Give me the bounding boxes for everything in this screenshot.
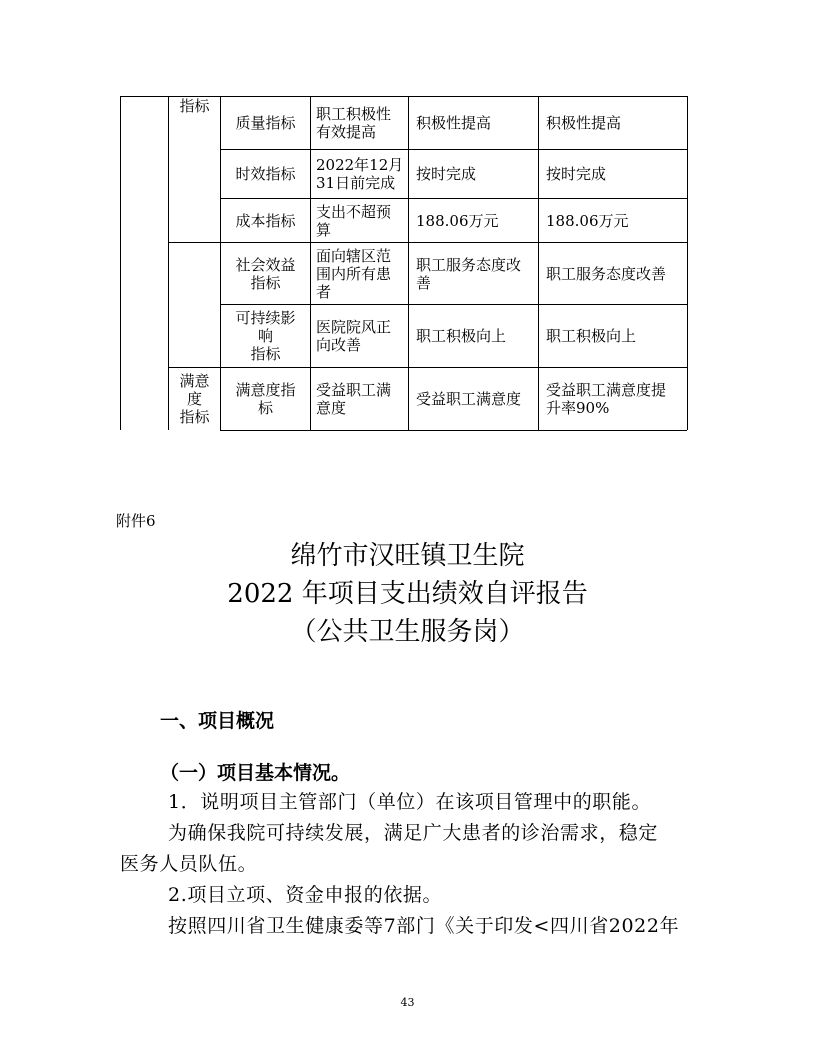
body-paragraph: 医务人员队伍。	[120, 853, 258, 875]
indicator-name: 成本指标	[235, 211, 296, 230]
col-border	[408, 96, 409, 430]
indicator-name: 满意度指 标	[235, 381, 296, 417]
body-paragraph: 为确保我院可持续发展，满足广大患者的诊治需求，稳定	[168, 822, 659, 844]
report-title-line-1: 绵竹市汉旺镇卫生院	[290, 541, 525, 571]
body-paragraph: 按照四川省卫生健康委等7部门《关于印发<四川省2022年	[168, 915, 680, 937]
indicator-content: 受益职工满 意度	[316, 381, 392, 417]
attachment-label: 附件6	[116, 512, 156, 530]
indicator-content: 职工积极性 有效提高	[316, 105, 392, 141]
indicator-name: 可持续影 响 指标	[235, 309, 296, 363]
col-border	[310, 96, 311, 430]
indicator-actual: 188.06万元	[546, 211, 629, 230]
indicator-target: 积极性提高	[416, 114, 492, 132]
col-border	[538, 96, 539, 430]
indicator-content: 2022年12月 31日前完成	[316, 156, 404, 192]
indicator-content: 面向辖区范 围内所有患 者	[316, 246, 392, 301]
indicator-name: 质量指标	[235, 114, 296, 132]
report-title-line-2: 2022 年项目支出绩效自评报告	[227, 579, 588, 609]
col-border	[687, 96, 688, 430]
indicator-actual: 职工服务态度改善	[546, 264, 667, 283]
indicator-target: 职工服务态度改 善	[416, 255, 522, 292]
indicator-target: 职工积极向上	[416, 327, 507, 345]
indicator-content: 支出不超预 算	[316, 202, 392, 239]
performance-indicator-table	[0, 0, 815, 440]
section-heading: 一、项目概况	[160, 710, 275, 732]
indicator-actual: 职工积极向上	[546, 327, 637, 345]
body-paragraph: 1．说明项目主管部门（单位）在该项目管理中的职能。	[168, 791, 652, 813]
indicator-actual: 受益职工满意度提 升率90%	[546, 381, 667, 417]
body-paragraph: 2.项目立项、资金申报的依据。	[168, 884, 443, 906]
indicator-target: 按时完成	[416, 165, 477, 183]
report-title-line-3: （公共卫生服务岗）	[290, 617, 525, 647]
indicator-target: 受益职工满意度	[416, 390, 522, 408]
indicator-actual: 按时完成	[546, 165, 607, 183]
col-border	[120, 96, 121, 430]
subsection-heading: （一）项目基本情况。	[160, 762, 351, 784]
indicator-target: 188.06万元	[416, 211, 499, 230]
group-label-satisfaction: 满意 度 指标	[179, 372, 210, 426]
indicator-content: 医院院风正 向改善	[316, 318, 392, 354]
group-label-output: 指标	[179, 97, 210, 115]
indicator-actual: 积极性提高	[546, 114, 622, 132]
indicator-name: 社会效益 指标	[235, 255, 296, 292]
table-bottom-border	[220, 430, 687, 431]
page-number: 43	[400, 996, 415, 1009]
indicator-name: 时效指标	[235, 165, 296, 183]
